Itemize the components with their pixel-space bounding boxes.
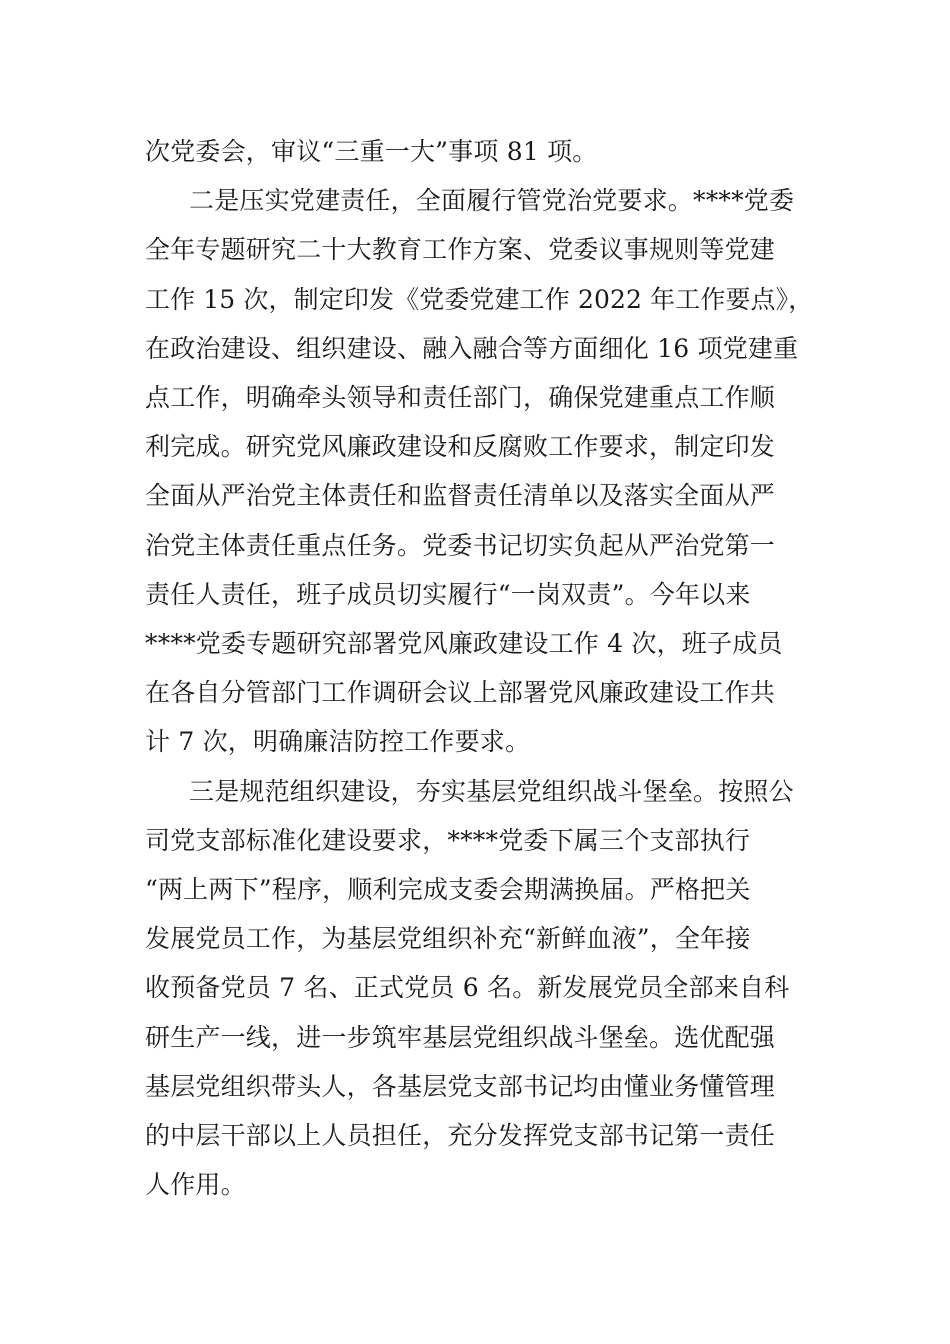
paragraph-party-responsibility <box>145 176 815 766</box>
text-line: 点工作，明确牵头领导和责任部门，确保党建重点工作顺 <box>145 383 776 413</box>
text-line: 在各自分管部门工作调研会议上部署党风廉政建设工作共 <box>145 678 776 708</box>
text-line: 司党支部标准化建设要求，****党委下属三个支部执行 <box>145 825 751 855</box>
text-line: 三是规范组织建设，夯实基层党组织战斗堡垒。按照公 <box>189 776 794 806</box>
text-line: 的中层干部以上人员担任，充分发挥党支部书记第一责任 <box>145 1121 776 1151</box>
text-line: 全年专题研究二十大教育工作方案、党委议事规则等党建 <box>145 235 776 265</box>
text-line: 全面从严治党主体责任和监督责任清单以及落实全面从严 <box>145 481 776 511</box>
paragraph-organization-building <box>145 767 815 1210</box>
paragraph-continuation <box>145 127 815 176</box>
text-line: 二是压实党建责任，全面履行管党治党要求。****党委 <box>189 186 795 216</box>
text-line: 利完成。研究党风廉政建设和反腐败工作要求，制定印发 <box>145 432 776 462</box>
text-line: 计 7 次，明确廉洁防控工作要求。 <box>145 727 531 757</box>
text-line: ****党委专题研究部署党风廉政建设工作 4 次，班子成员 <box>145 629 783 659</box>
text-line: 责任人责任，班子成员切实履行“一岗双责”。今年以来 <box>145 579 751 609</box>
text-line: 在政治建设、组织建设、融入融合等方面细化 16 项党建重 <box>145 333 799 363</box>
text-line: 人作用。 <box>145 1170 246 1200</box>
text-line: 次党委会，审议“三重一大”事项 81 项。 <box>145 137 598 166</box>
text-line: 治党主体责任重点任务。党委书记切实负起从严治党第一 <box>145 530 776 560</box>
text-line: 收预备党员 7 名、正式党员 6 名。新发展党员全部来自科 <box>145 973 790 1003</box>
body-text <box>145 127 815 1209</box>
text-line: 研生产一线，进一步筑牢基层党组织战斗堡垒。选优配强 <box>145 1022 776 1052</box>
text-line: “两上两下”程序，顺利完成支委会期满换届。严格把关 <box>145 875 751 905</box>
text-line: 工作 15 次，制定印发《党委党建工作 2022 年工作要点》， <box>145 284 814 314</box>
text-line: 发展党员工作，为基层党组织补充“新鲜血液”，全年接 <box>145 924 751 954</box>
text-line: 基层党组织带头人，各基层党支部书记均由懂业务懂管理 <box>145 1071 776 1101</box>
